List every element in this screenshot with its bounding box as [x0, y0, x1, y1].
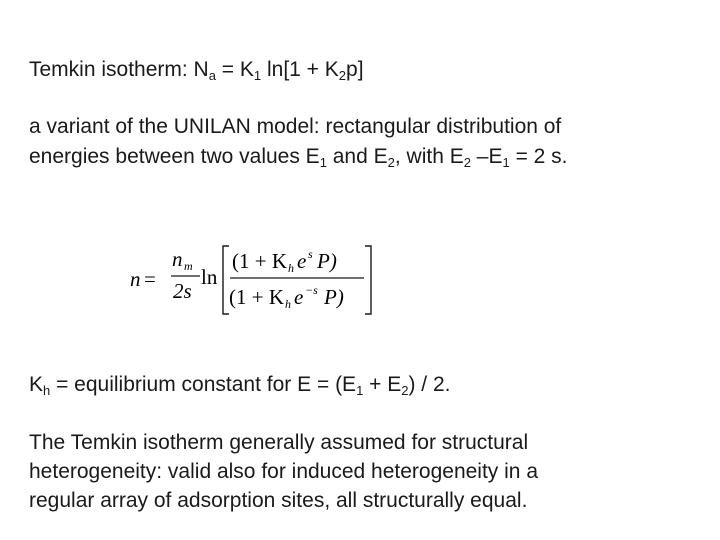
closing-line-1: The Temkin isotherm generally assumed for structural: [29, 431, 529, 454]
formula-num-p: P): [317, 249, 337, 273]
formula-nm: n: [172, 247, 183, 271]
formula-ln: ln: [201, 265, 218, 289]
formula-2s: 2s: [173, 279, 192, 303]
kh-definition-line: $K_h$ = equilibrium constant for $E = (E_1 + E_2) / 2$.: [29, 373, 451, 398]
unilan-formula: [128, 238, 376, 322]
closing-line-2: heterogeneity: valid also for induced heterogeneity in a: [29, 460, 539, 483]
formula-num-expr: (1 + K: [232, 249, 288, 273]
formula-num-kh-sub: h: [288, 261, 294, 275]
formula-nm-sub: m: [184, 259, 193, 273]
formula-den-e: e: [294, 285, 304, 309]
formula-right-bracket: [365, 246, 371, 314]
closing-line-3: regular array of adsorption sites, all structurally equal.: [29, 489, 528, 512]
formula-den-p: P): [324, 285, 344, 309]
variant-line-2: energies between two values $E_1$ and $E_2$, with $E_2$ $-E_1 = 2$ s.: [29, 145, 568, 170]
unilan-formula-svg: [128, 238, 376, 322]
formula-num-exp: s: [308, 247, 313, 261]
variant-line-1: a variant of the UNILAN model: rectangular distribution of: [29, 115, 562, 138]
formula-lhs-n: n: [130, 267, 141, 291]
temkin-equation-line: Temkin isotherm: $N_a = K_1$ $\ln[1 + K_2p]$: [29, 58, 364, 83]
formula-den-expr: (1 + K: [229, 285, 285, 309]
formula-num-e: e: [297, 249, 307, 273]
formula-den-kh-sub: h: [285, 297, 291, 311]
formula-den-exp: −s: [305, 283, 318, 297]
formula-equals: =: [144, 267, 156, 291]
